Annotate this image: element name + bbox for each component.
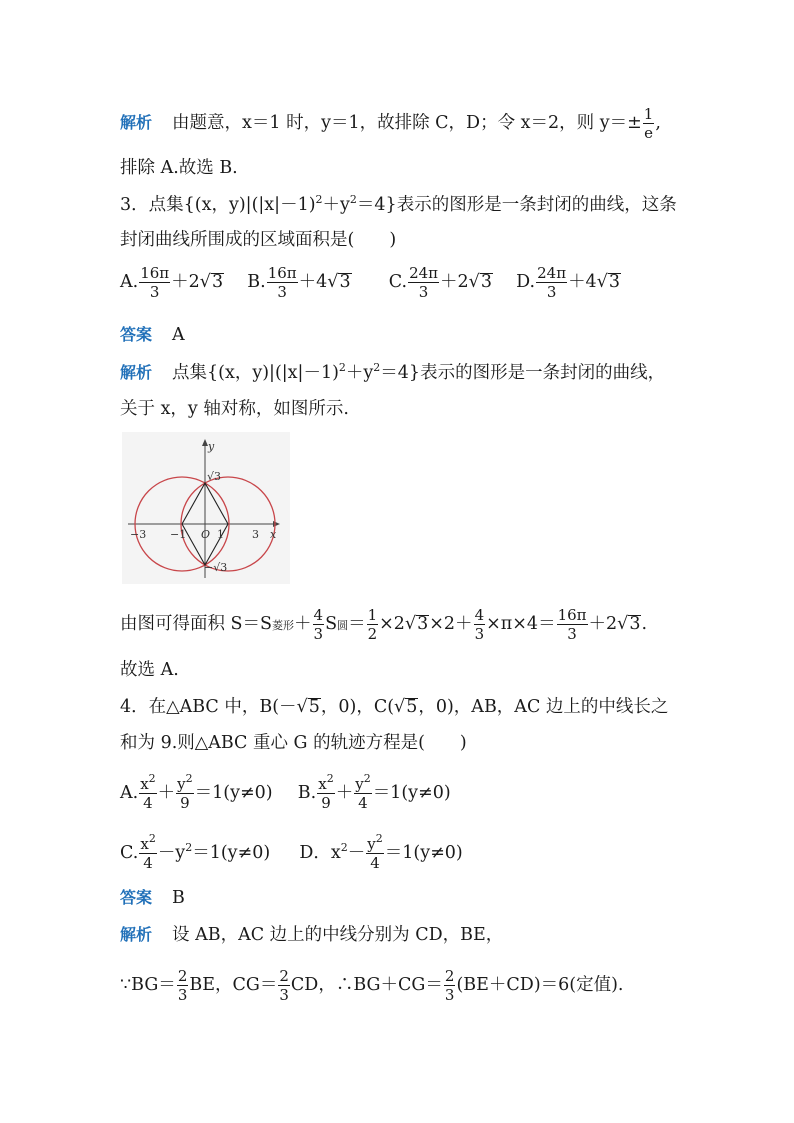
analysis-label: 解析 — [120, 113, 153, 132]
q3-stem-line-2: 封闭曲线所围成的区域面积是( ) — [120, 230, 397, 250]
q4-stem-line-1: 4．在△ABC 中，B(－√5，0)，C(√5，0)，AB，AC 边上的中线长之 — [120, 697, 669, 717]
analysis-text: 由题意，x＝1 时，y＝1，故排除 C，D；令 x＝2，则 y＝± — [172, 113, 642, 133]
q3-option-c: C. $\frac{24\pi}{3}$ ＋2√3 — [388, 264, 492, 301]
q3-analysis-line-2: 关于 x，y 轴对称，如图所示. — [120, 399, 349, 419]
two-circles-figure — [122, 432, 290, 584]
q3-stem-line-1: 3．点集{(x，$y)|(|x|-1)^2+y^2=4$}表示的图形是一条封闭的曲线，这条 — [120, 193, 677, 215]
tick-3: 3 — [252, 528, 259, 541]
tick-sqrt3: √3 — [207, 470, 222, 483]
analysis-label: 解析 — [120, 925, 153, 944]
q3-answer — [120, 323, 185, 347]
tick-1: 1 — [217, 528, 224, 541]
tick-neg1: −1 — [170, 528, 187, 541]
q4-option-b: B. $\frac{x^2}{9}$ ＋ $\frac{y^2}{4}$ ＝1(y≠0) — [297, 772, 451, 812]
q4-options-ab — [120, 772, 451, 812]
y-axis-label: y — [208, 440, 215, 453]
answer-label: 答案 — [120, 325, 153, 344]
answer-label: 答案 — [120, 888, 153, 907]
x-axis-label: x — [270, 528, 277, 541]
q4-stem-line-2: 和为 9.则△ABC 重心 G 的轨迹方程是( ) — [120, 733, 467, 753]
q3-option-b: B. $\frac{16\pi}{3}$ ＋4√3 — [247, 264, 351, 301]
q3-analysis-line-1: 解析 点集{(x，$y)|(|x|-1)^2+y^2=4$}表示的图形是一条封闭的曲线， — [120, 361, 666, 383]
analysis-line-1: 解析 由题意，x＝1 时，y＝1，故排除 C，D；令 x＝2，则 y＝± $\frac{1}{e}$ , — [120, 105, 661, 142]
q4-answer-value: B — [172, 888, 185, 908]
q4-option-c: C. $\frac{x^2}{4}$ $-y^2=1(y\ne 0)$ — [120, 832, 271, 872]
q4-option-a: A. $\frac{x^2}{4}$ ＋ $\frac{y^2}{9}$ ＝1(y≠0) — [120, 772, 273, 812]
q4-options-cd — [120, 832, 463, 872]
q4-analysis-line-1: 解析 设 AB，AC 边上的中线分别为 CD，BE， — [120, 925, 504, 945]
q3-options — [120, 265, 621, 300]
q3-option-a: A. $\frac{16\pi}{3}$ ＋2√3 — [120, 264, 224, 301]
fraction-1-over-e: $\frac{1}{e}$ — [643, 105, 654, 142]
q4-analysis-line-2: ∵BG＝ $\frac{2}{3}$ BE，CG＝ $\frac{2}{3}$ CD，∴BG＋CG＝ $\frac{2}{3}$ (BE＋CD)＝6(定值). — [120, 967, 624, 1004]
analysis-label: 解析 — [120, 363, 153, 382]
tick-neg-sqrt3: −√3 — [204, 561, 228, 574]
analysis-line-2: 排除 A.故选 B. — [120, 158, 238, 178]
tick-neg3: −3 — [130, 528, 147, 541]
q4-option-d: D．$x^2-$ $\frac{y^2}{4}$ ＝1(y≠0) — [299, 832, 463, 872]
q4-answer — [120, 886, 185, 910]
area-formula: 由图可得面积 S＝S菱形＋ $\frac{4}{3}$ S圆＝ $\frac{1}{2}$ ×2√3×2＋ $\frac{4}{3}$ ×π×4＝ $\frac{16\pi}{3}$ ＋2√3. — [120, 606, 648, 643]
q3-option-d: D. $\frac{24\pi}{3}$ ＋4√3 — [516, 264, 620, 301]
q3-answer-value: A — [172, 325, 185, 345]
q3-conclusion: 故选 A. — [120, 660, 179, 680]
origin-label: O — [201, 528, 211, 541]
